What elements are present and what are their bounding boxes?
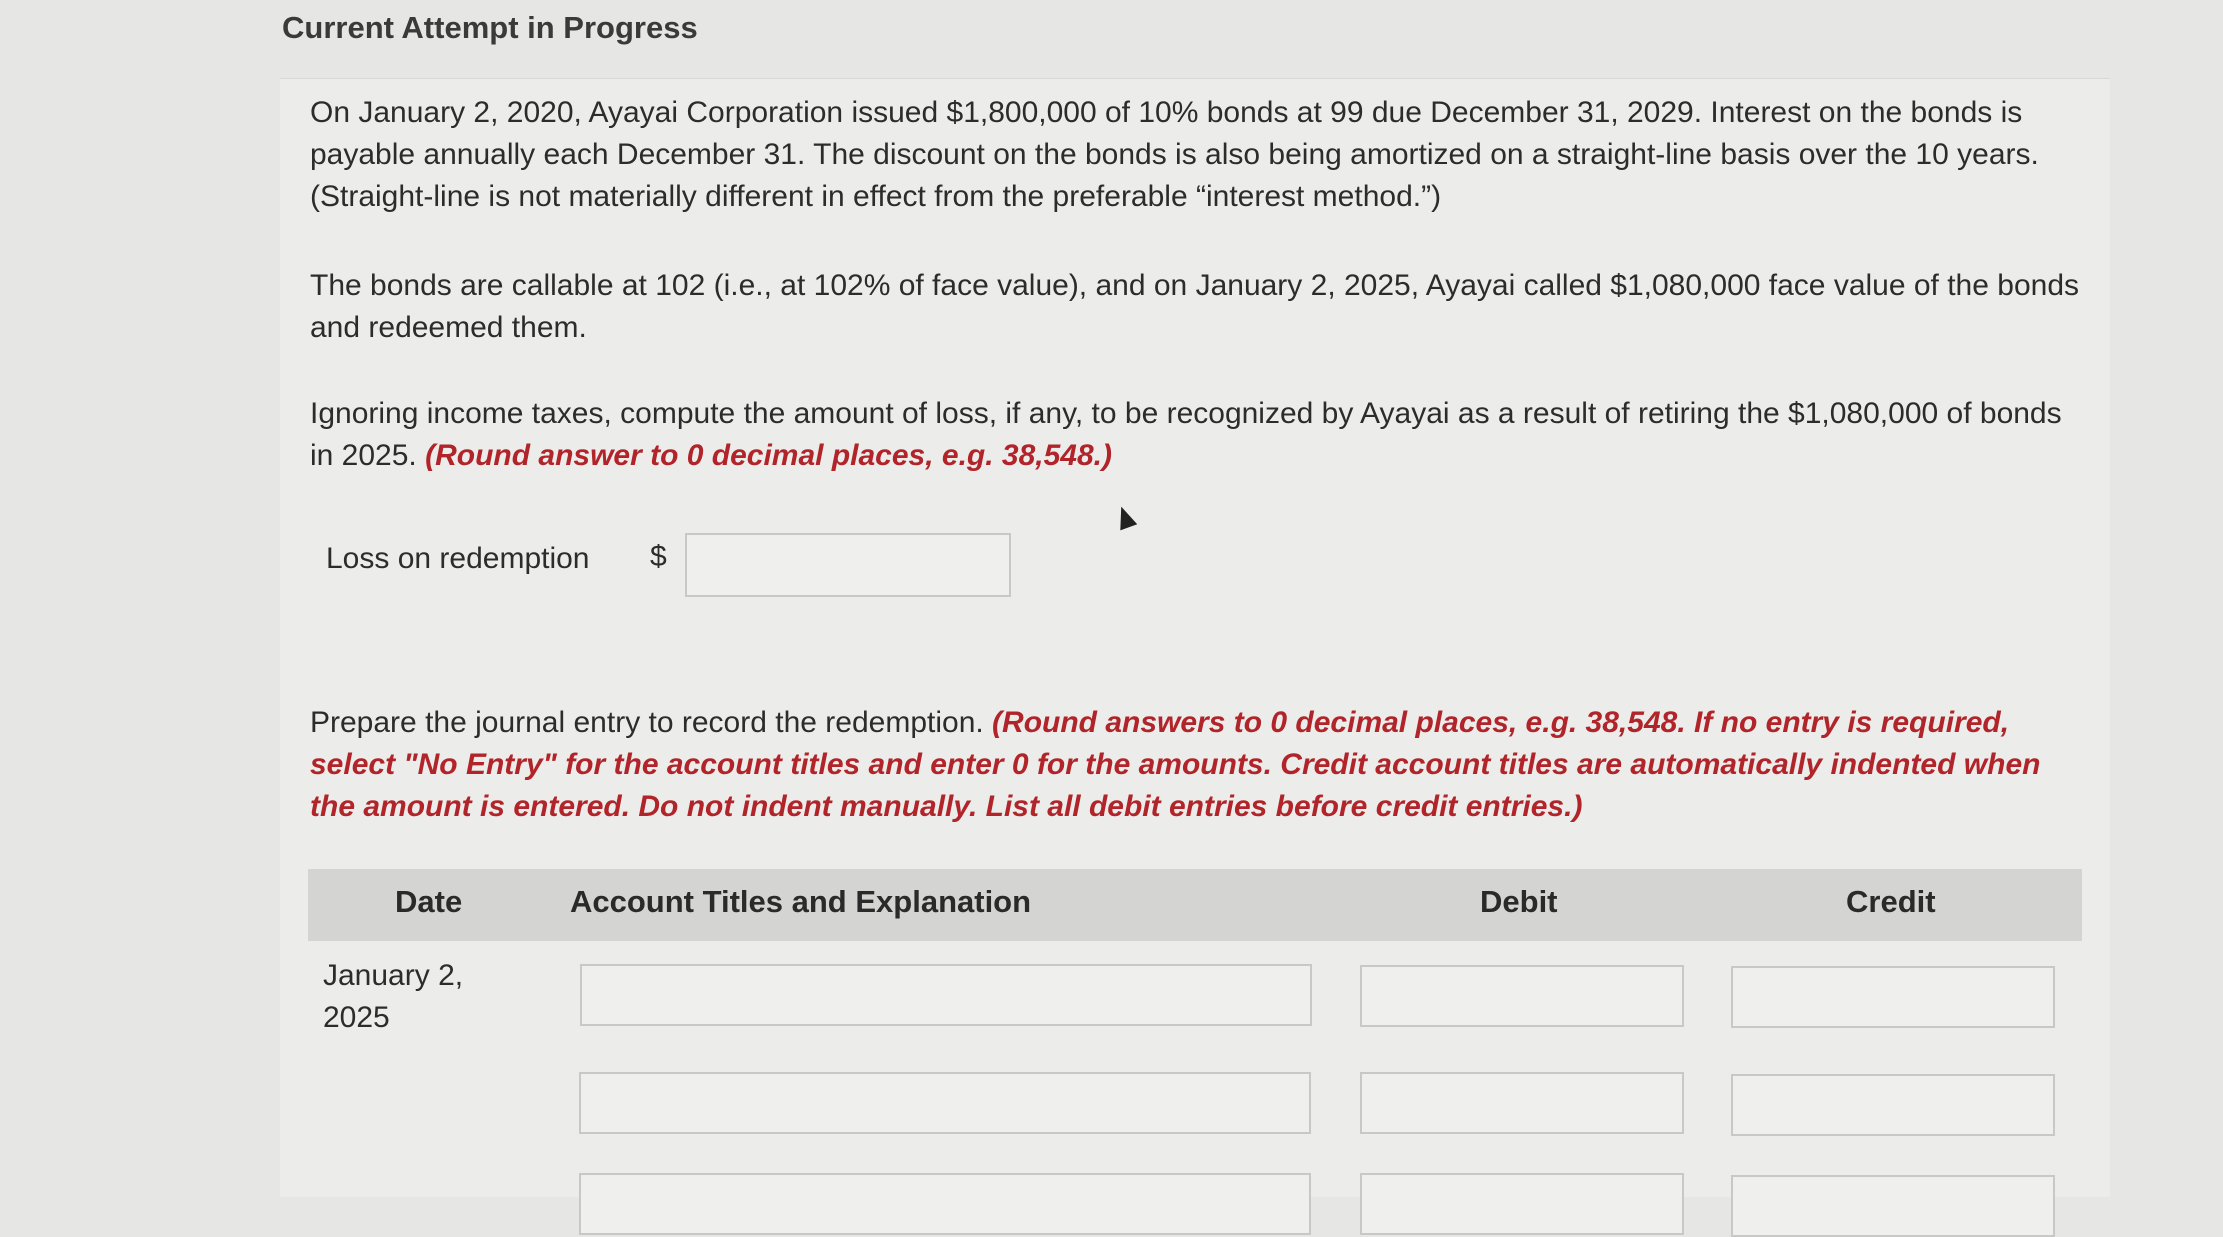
page-title: Current Attempt in Progress bbox=[282, 10, 698, 45]
debit-input-1[interactable] bbox=[1360, 965, 1684, 1027]
column-header-credit: Credit bbox=[1846, 884, 1936, 919]
rounding-hint: (Round answer to 0 decimal places, e.g. 38,548.) bbox=[425, 439, 1113, 472]
problem-paragraph-3 bbox=[310, 393, 2090, 477]
loss-on-redemption-input[interactable] bbox=[685, 533, 1011, 597]
journal-date: January 2, 2025 bbox=[323, 959, 464, 1034]
credit-input-2[interactable] bbox=[1731, 1074, 2055, 1136]
column-header-debit: Debit bbox=[1480, 884, 1558, 919]
debit-input-2[interactable] bbox=[1360, 1072, 1684, 1134]
currency-symbol: $ bbox=[650, 540, 667, 573]
question-card bbox=[280, 78, 2110, 1197]
debit-input-3[interactable] bbox=[1360, 1173, 1684, 1235]
question-text: Ignoring income taxes, compute the amount of loss, if any, to be recognized by Ayayai as a result of retiring the $1,080,000 of bonds in 2025. bbox=[310, 397, 2062, 472]
journal-intro-text: Prepare the journal entry to record the redemption. bbox=[310, 706, 993, 739]
journal-hint: (Round answers to 0 decimal places, e.g. 38,548. If no entry is required, select "No Entry" for the account titles and enter 0 for the amounts. Credit account titles are automatically indented when the amount is entered. Do not indent manually. List all debit entries before credit entries.) bbox=[310, 706, 2041, 823]
problem-paragraph-1: On January 2, 2020, Ayayai Corporation issued $1,800,000 of 10% bonds at 99 due December 31, 2029. Interest on the bonds is payable annually each December 31. The discount on the bonds is also being amortized on a straight-line basis over the 10 years. (Straight-line is not materially different in effect from the preferable “interest method.”) bbox=[310, 96, 2039, 213]
journal-instructions bbox=[310, 702, 2090, 828]
account-title-input-3[interactable] bbox=[579, 1173, 1311, 1235]
account-title-input-1[interactable] bbox=[580, 964, 1312, 1026]
credit-input-3[interactable] bbox=[1731, 1175, 2055, 1237]
loss-on-redemption-label: Loss on redemption bbox=[326, 542, 590, 575]
problem-paragraph-2: The bonds are callable at 102 (i.e., at 102% of face value), and on January 2, 2025, Ayayai called $1,080,000 face value of the bonds and redeemed them. bbox=[310, 269, 2080, 344]
account-title-input-2[interactable] bbox=[579, 1072, 1311, 1134]
column-header-date: Date bbox=[395, 884, 463, 919]
column-header-account: Account Titles and Explanation bbox=[570, 884, 1032, 919]
credit-input-1[interactable] bbox=[1731, 966, 2055, 1028]
